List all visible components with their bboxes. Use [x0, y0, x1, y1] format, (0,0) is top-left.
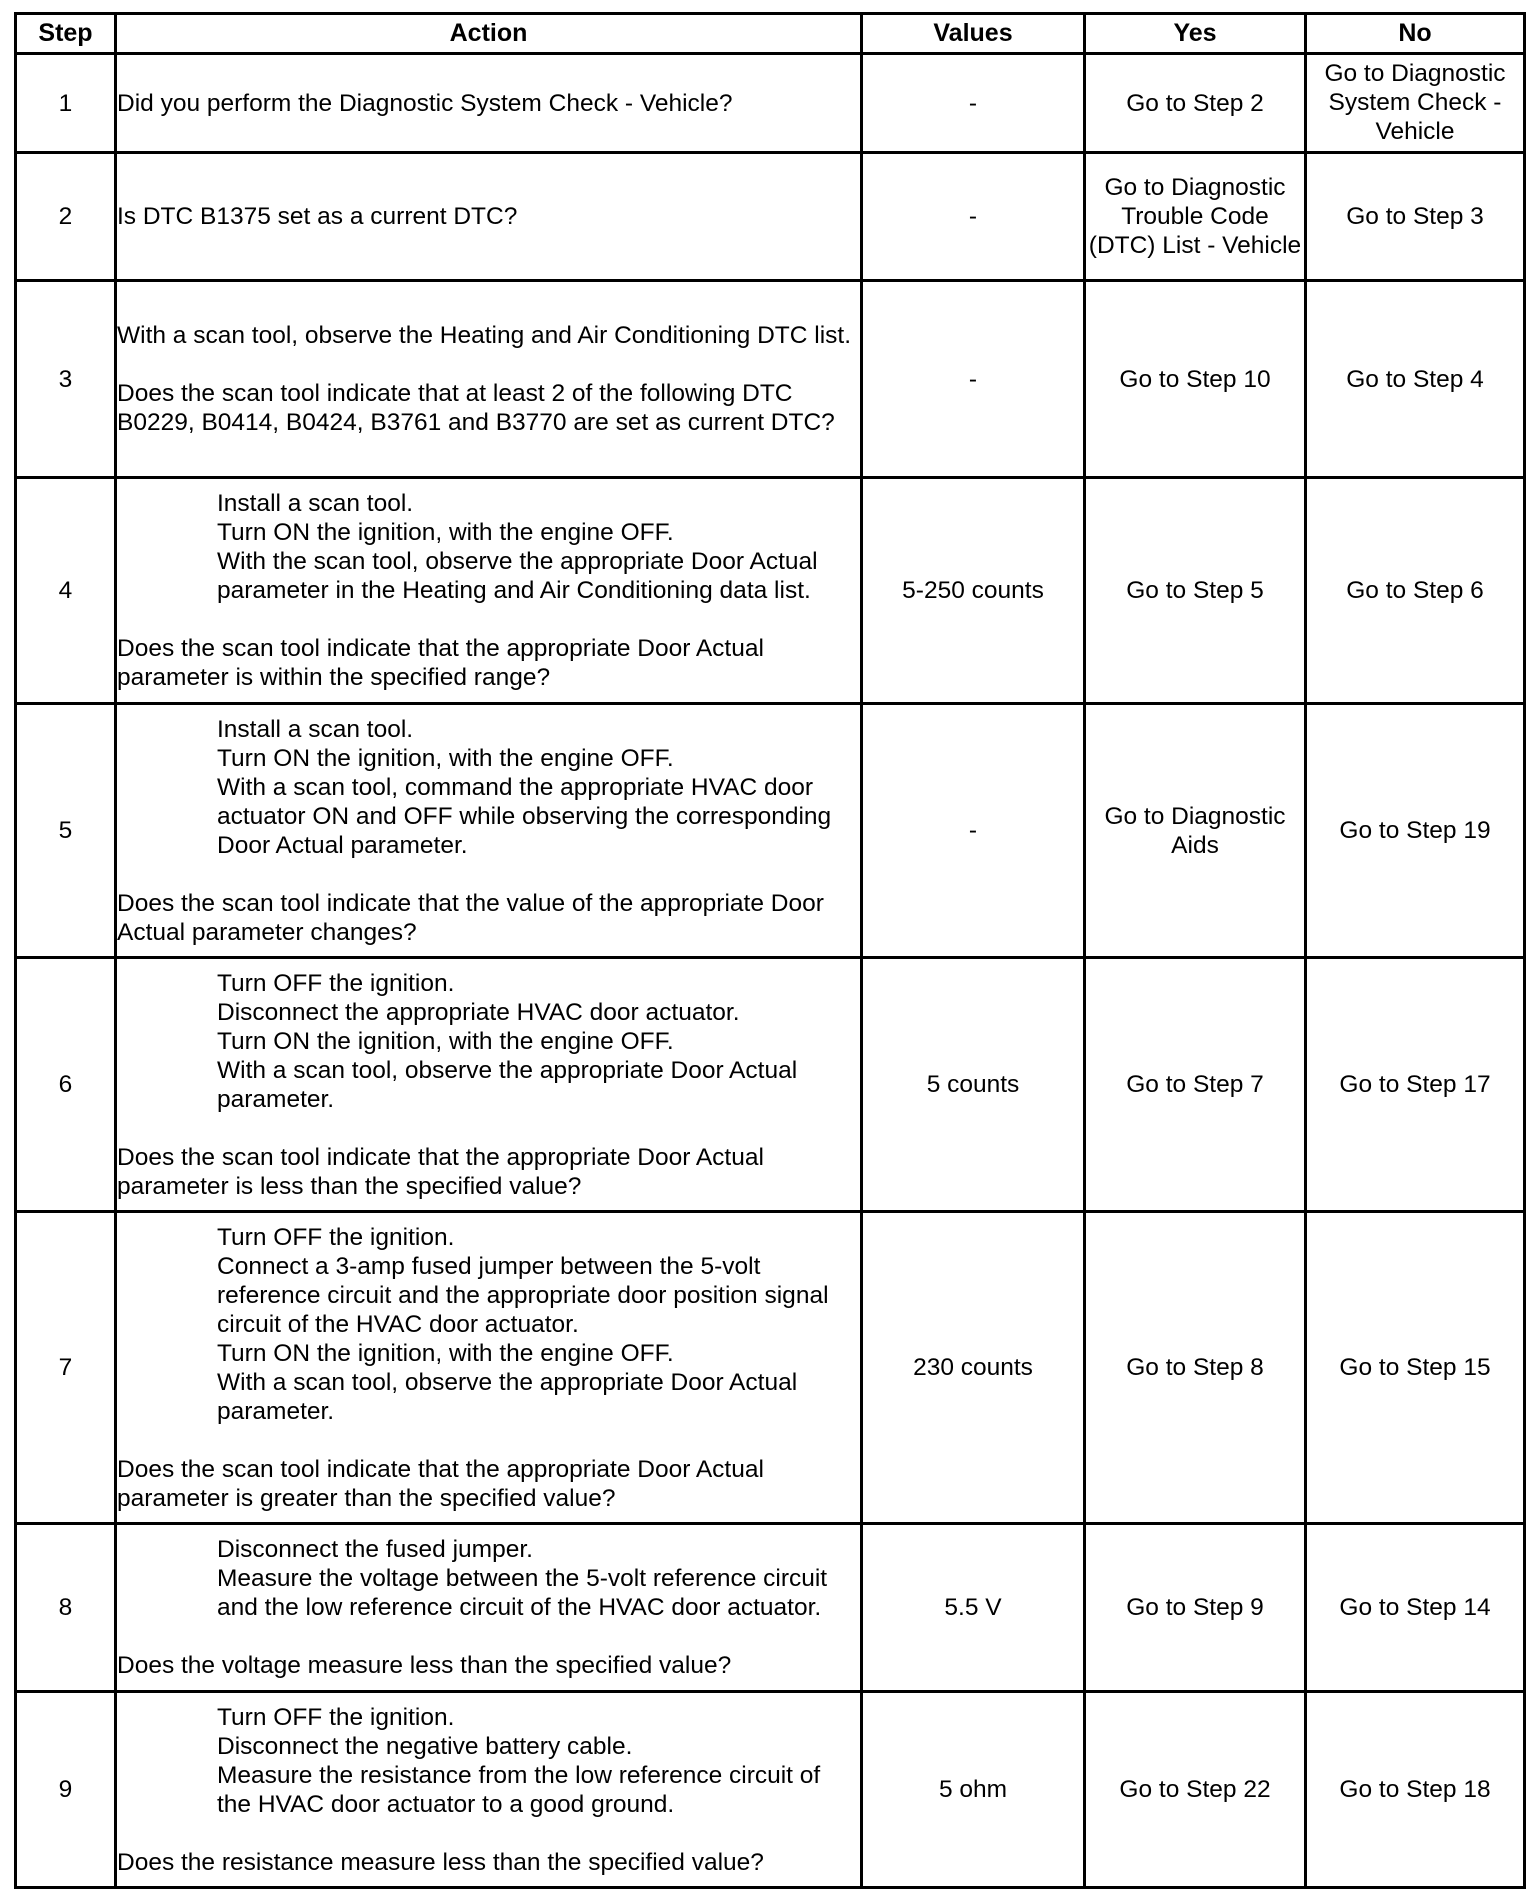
no-cell: Go to Step 3 [1306, 153, 1525, 281]
substep: Turn ON the ignition, with the engine OFF. [217, 1027, 674, 1055]
step-number: 3 [16, 281, 116, 478]
action-question: Does the scan tool indicate that the value of the appropriate Door Actual parameter changes? [117, 889, 824, 946]
substep: Measure the voltage between the 5-volt reference circuit and the low reference circuit of the HVAC door actuator. [217, 1565, 828, 1621]
yes-cell: Go to Step 5 [1085, 478, 1306, 704]
action-question: Does the scan tool indicate that the appropriate Door Actual parameter is within the specified range? [117, 635, 764, 691]
substep-list [117, 969, 860, 1114]
table-row [16, 281, 1525, 478]
step-number: 6 [16, 958, 116, 1212]
step-number: 4 [16, 478, 116, 704]
substep: With a scan tool, observe the appropriate Door Actual parameter. [217, 1056, 798, 1113]
no-cell: Go to Step 15 [1306, 1212, 1525, 1524]
substep: Turn OFF the ignition. [217, 1223, 455, 1251]
header-no: No [1306, 14, 1525, 54]
action-question: Did you perform the Diagnostic System Check - Vehicle? [117, 89, 733, 117]
step-number: 1 [16, 54, 116, 153]
yes-cell: Go to Step 8 [1085, 1212, 1306, 1524]
no-cell: Go to Step 18 [1306, 1692, 1525, 1888]
diagnostic-table-container [14, 12, 1523, 1889]
substep: Turn ON the ignition, with the engine OFF. [217, 519, 674, 546]
substep: Install a scan tool. [217, 490, 414, 517]
table-row [16, 1692, 1525, 1888]
action-cell [116, 1524, 862, 1692]
value-cell: 5 counts [862, 958, 1085, 1212]
substep: Install a scan tool. [217, 715, 414, 743]
step-number: 9 [16, 1692, 116, 1888]
table-row [16, 478, 1525, 704]
value-cell: - [862, 281, 1085, 478]
yes-cell: Go to Step 2 [1085, 54, 1306, 153]
value-cell: - [862, 704, 1085, 958]
action-question: Is DTC B1375 set as a current DTC? [117, 203, 518, 230]
table-row [16, 1212, 1525, 1524]
action-cell [116, 1212, 862, 1524]
no-cell: Go to Diagnostic System Check - Vehicle [1306, 54, 1525, 153]
substep: Disconnect the fused jumper. [217, 1536, 533, 1563]
table-row [16, 1524, 1525, 1692]
substep: Turn OFF the ignition. [217, 1703, 455, 1731]
action-question: Does the resistance measure less than the specified value? [117, 1848, 764, 1876]
step-number: 5 [16, 704, 116, 958]
substep-list [117, 489, 860, 605]
substep-list [117, 1223, 860, 1426]
step-number: 2 [16, 153, 116, 281]
substep: Disconnect the negative battery cable. [217, 1732, 633, 1760]
substep: Turn OFF the ignition. [217, 969, 455, 997]
substep: With the scan tool, observe the appropriate Door Actual parameter in the Heating and Air Conditioning data list. [217, 548, 818, 604]
substep: Disconnect the appropriate HVAC door actuator. [217, 998, 740, 1026]
value-cell: - [862, 54, 1085, 153]
table-row [16, 54, 1525, 153]
header-values: Values [862, 14, 1085, 54]
diagnostic-table [14, 12, 1526, 1889]
header-yes: Yes [1085, 14, 1306, 54]
action-cell [116, 1692, 862, 1888]
action-cell [116, 958, 862, 1212]
no-cell: Go to Step 17 [1306, 958, 1525, 1212]
yes-cell: Go to Diagnostic Aids [1085, 704, 1306, 958]
header-step: Step [16, 14, 116, 54]
no-cell: Go to Step 4 [1306, 281, 1525, 478]
action-cell [116, 54, 862, 153]
action-question: Does the scan tool indicate that at least 2 of the following DTC B0229, B0414, B0424, B3761 and B3770 are set as current DTC? [117, 380, 835, 436]
action-question: Does the voltage measure less than the specified value? [117, 1652, 732, 1679]
yes-cell: Go to Step 22 [1085, 1692, 1306, 1888]
substep: Turn ON the ignition, with the engine OFF. [217, 1339, 674, 1367]
substep: With a scan tool, observe the appropriate Door Actual parameter. [217, 1368, 798, 1425]
substep: Turn ON the ignition, with the engine OFF. [217, 744, 674, 772]
value-cell: - [862, 153, 1085, 281]
value-cell: 5-250 counts [862, 478, 1085, 704]
table-row [16, 704, 1525, 958]
yes-cell: Go to Step 7 [1085, 958, 1306, 1212]
table-row [16, 153, 1525, 281]
no-cell: Go to Step 14 [1306, 1524, 1525, 1692]
no-cell: Go to Step 19 [1306, 704, 1525, 958]
yes-cell: Go to Diagnostic Trouble Code (DTC) List - Vehicle [1085, 153, 1306, 281]
substep-list [117, 1703, 860, 1819]
action-cell [116, 281, 862, 478]
yes-cell: Go to Step 9 [1085, 1524, 1306, 1692]
substep: Connect a 3-amp fused jumper between the 5-volt reference circuit and the appropriate door position signal circuit of the HVAC door actuator. [217, 1252, 829, 1338]
action-cell [116, 478, 862, 704]
substep: Measure the resistance from the low reference circuit of the HVAC door actuator to a good ground. [217, 1761, 821, 1818]
step-number: 7 [16, 1212, 116, 1524]
yes-cell: Go to Step 10 [1085, 281, 1306, 478]
action-intro: With a scan tool, observe the Heating and Air Conditioning DTC list. [117, 322, 852, 349]
action-cell [116, 153, 862, 281]
header-action: Action [116, 14, 862, 54]
action-cell [116, 704, 862, 958]
substep-list [117, 1535, 860, 1622]
action-question: Does the scan tool indicate that the appropriate Door Actual parameter is greater than the specified value? [117, 1455, 764, 1512]
table-row [16, 958, 1525, 1212]
value-cell: 5 ohm [862, 1692, 1085, 1888]
value-cell: 230 counts [862, 1212, 1085, 1524]
substep: With a scan tool, command the appropriate HVAC door actuator ON and OFF while observing the corresponding Door Actual parameter. [217, 773, 832, 859]
action-question: Does the scan tool indicate that the appropriate Door Actual parameter is less than the specified value? [117, 1143, 764, 1200]
no-cell: Go to Step 6 [1306, 478, 1525, 704]
value-cell: 5.5 V [862, 1524, 1085, 1692]
header-row [16, 14, 1525, 54]
step-number: 8 [16, 1524, 116, 1692]
substep-list [117, 715, 860, 860]
